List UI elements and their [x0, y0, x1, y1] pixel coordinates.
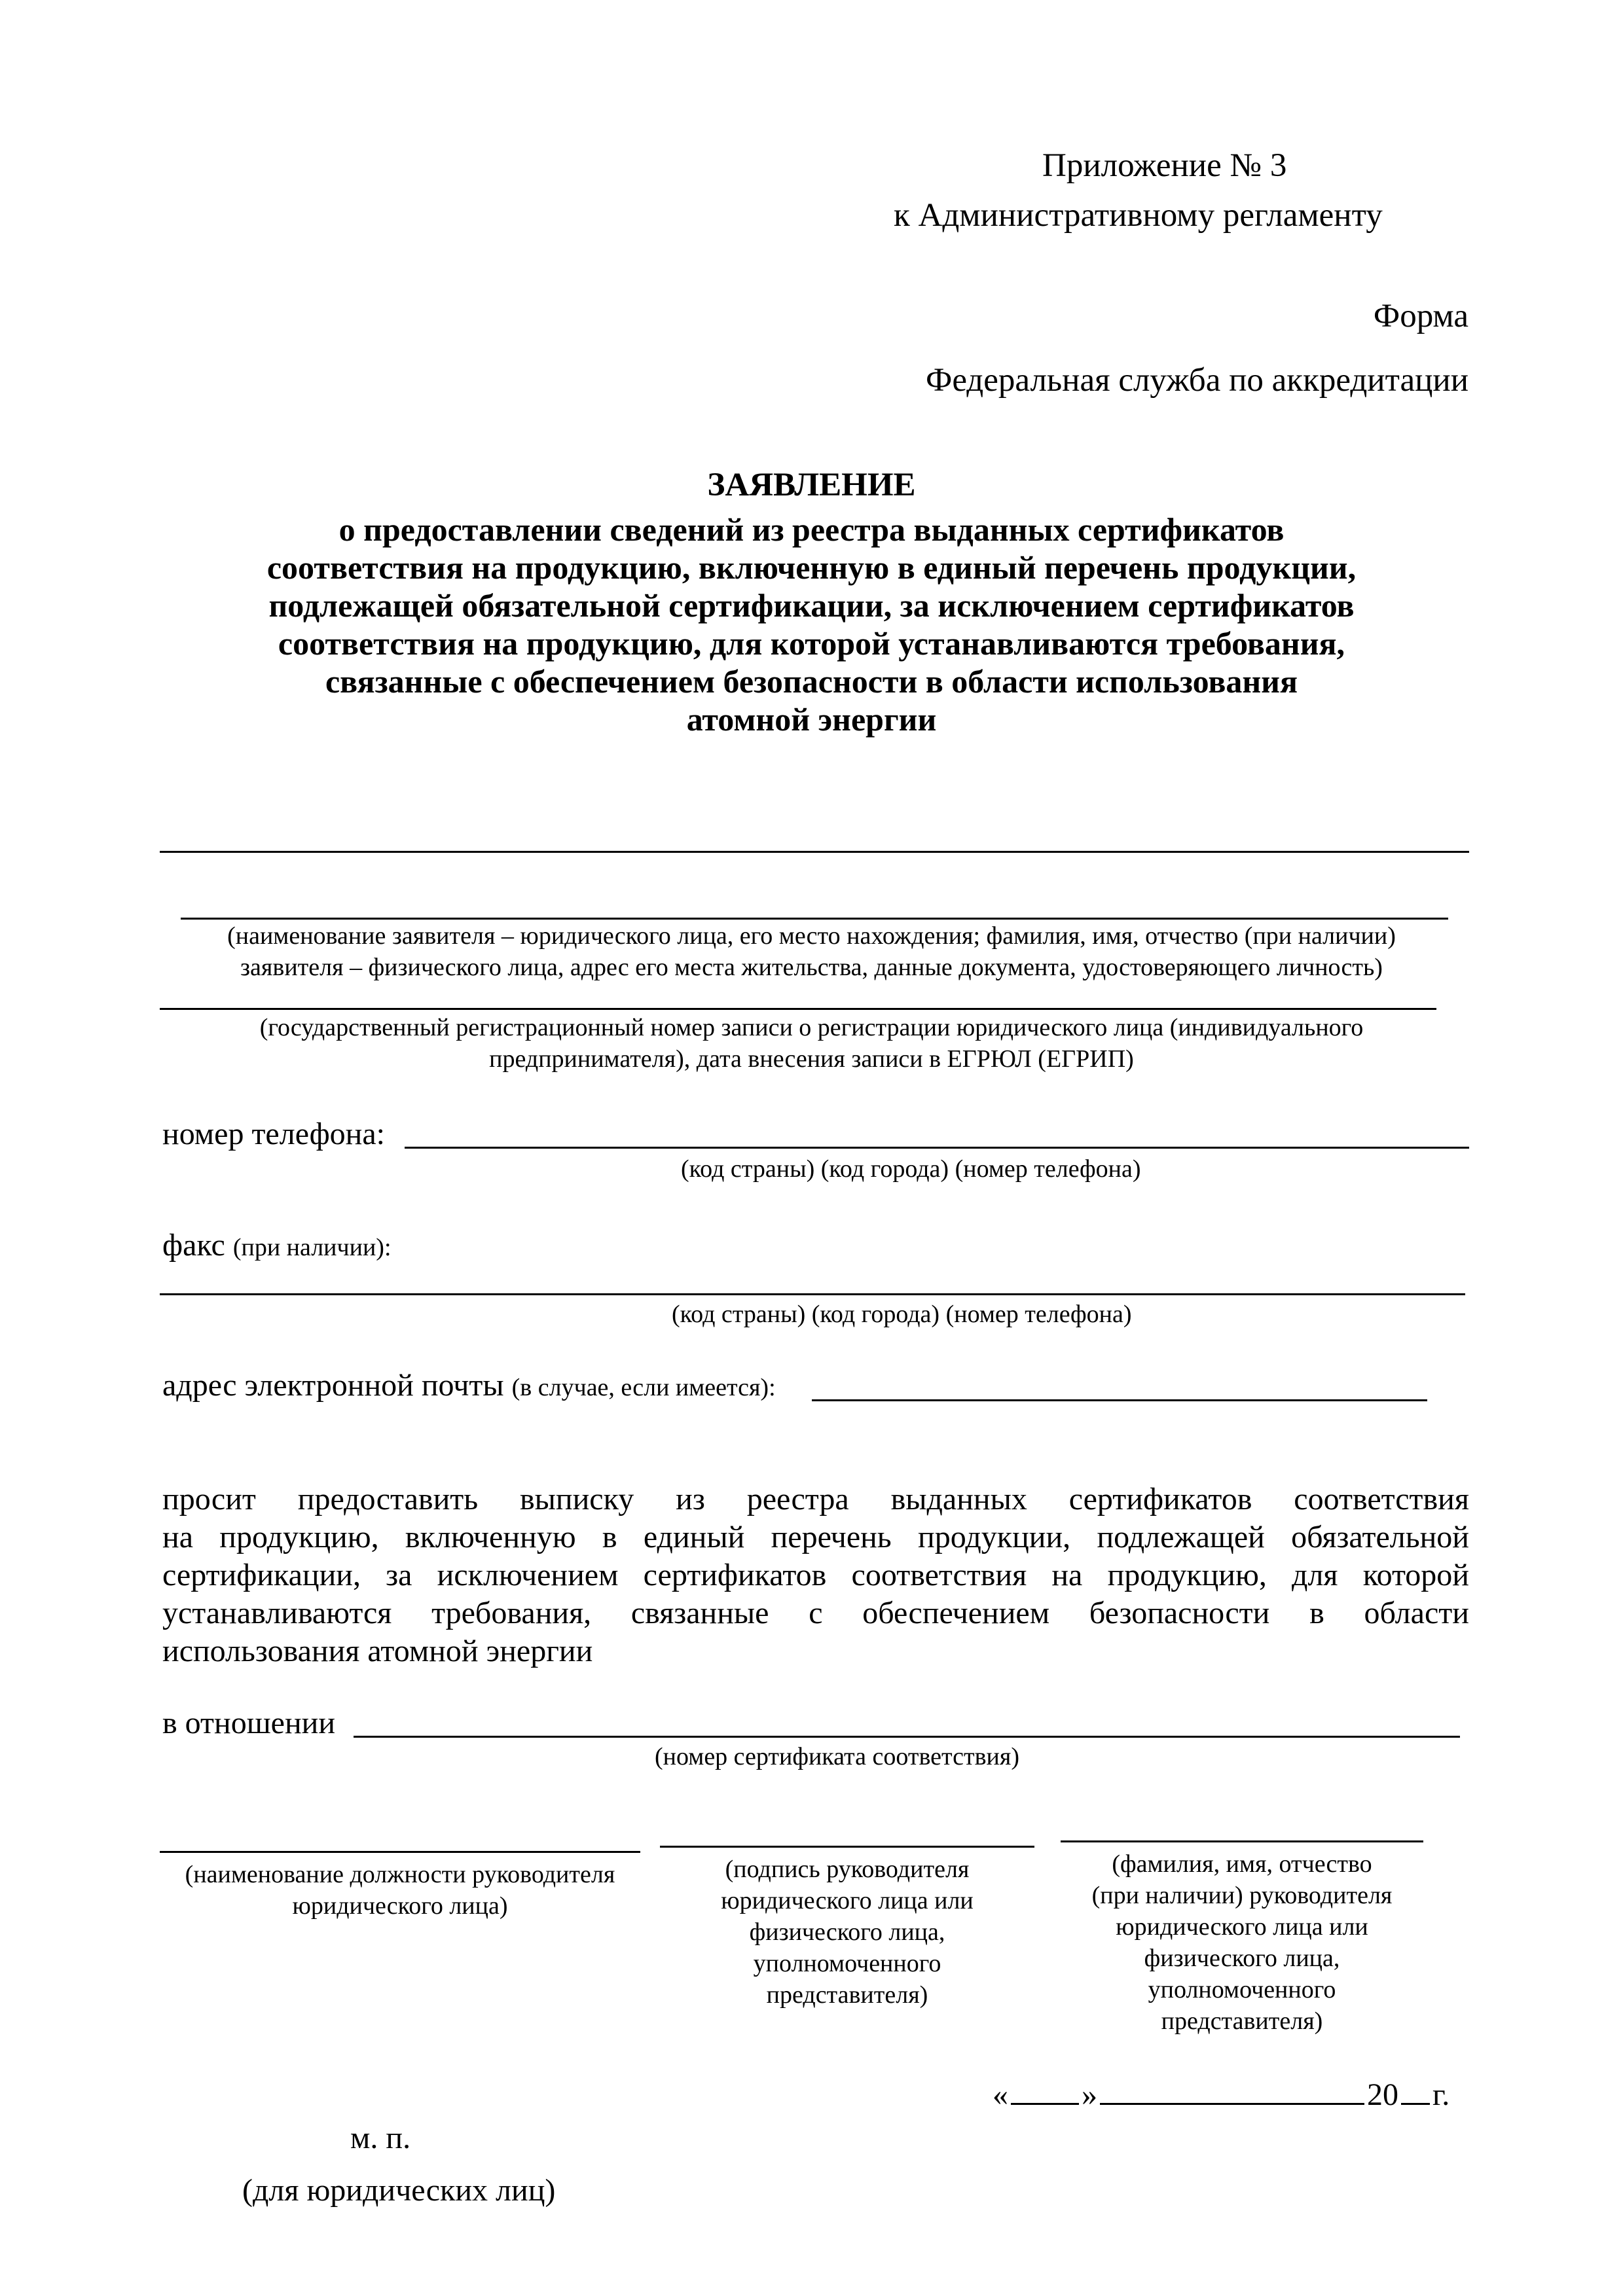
year-suffix: г. [1432, 2077, 1450, 2112]
position-hint-line: (наименование должности руководителя [185, 1861, 615, 1888]
signature-line[interactable] [660, 1846, 1034, 1848]
signature-hint-line: представителя) [766, 1981, 928, 2009]
document-title: ЗАЯВЛЕНИЕ [707, 467, 916, 503]
request-word: сертификатов [1068, 1482, 1252, 1516]
fax-hint: (код страны) (код города) (номер телефона) [672, 1300, 1132, 1328]
fullname-hint-line: уполномоченного [1148, 1976, 1336, 2003]
document-subtitle [131, 511, 1492, 738]
request-word: с [809, 1596, 823, 1630]
request-word: соответствия [1294, 1482, 1469, 1516]
certificate-number-line[interactable] [354, 1736, 1460, 1738]
request-word: требования, [431, 1596, 592, 1630]
fullname-hint-line: юридического лица или [1116, 1913, 1368, 1941]
certificate-number-hint: (номер сертификата соответствия) [655, 1743, 1019, 1770]
applicant-hint-line: заявителя – физического лица, адрес его места жительства, данные документа, удостоверяющего личность) [240, 954, 1383, 981]
fullname-hint-line: (фамилия, имя, отчество [1112, 1850, 1372, 1878]
applicant-hint [131, 920, 1492, 983]
fullname-hint-line: (при наличии) руководителя [1091, 1882, 1393, 1909]
request-line-4 [162, 1594, 1469, 1632]
appendix-number: Приложение № 3 [1042, 147, 1287, 184]
request-word: выписку [520, 1482, 634, 1516]
stamp-place-label: м. п. [350, 2121, 411, 2155]
request-word: просит [162, 1482, 256, 1516]
date-field [993, 2076, 1450, 2114]
signature-hint-line: физического лица, [749, 1918, 945, 1946]
registration-hint [131, 1012, 1492, 1075]
registration-hint-line: предпринимателя), дата внесения записи в ЕГРЮЛ (ЕГРИП) [489, 1045, 1134, 1073]
form-label: Форма [1373, 298, 1468, 334]
request-word: области [1364, 1596, 1469, 1630]
position-hint-line: юридического лица) [292, 1892, 508, 1920]
phone-label: номер телефона: [162, 1117, 386, 1151]
request-line-3: сертификации, за исключением сертификатов соответствия на продукцию, для которой [162, 1558, 1469, 1592]
email-label-note: (в случае, если имеется): [511, 1374, 776, 1401]
signature-hint-line: (подпись руководителя [725, 1856, 970, 1883]
request-paragraph [162, 1480, 1469, 1670]
email-label-text: адрес электронной почты [162, 1368, 504, 1403]
email-label [162, 1367, 776, 1407]
request-word: выданных [890, 1482, 1027, 1516]
agency-name: Федеральная служба по аккредитации [926, 362, 1468, 399]
position-hint [160, 1859, 640, 1922]
regarding-label: в отношении [162, 1706, 336, 1740]
fullname-hint-line: физического лица, [1144, 1945, 1340, 1972]
subtitle-line: связанные с обеспечением безопасности в области использования [325, 663, 1298, 700]
phone-hint: (код страны) (код города) (номер телефона) [681, 1155, 1141, 1183]
fax-input-line[interactable] [160, 1293, 1465, 1295]
fax-label-text: факс [162, 1228, 225, 1263]
phone-input-line[interactable] [405, 1147, 1469, 1149]
request-word: реестра [746, 1482, 849, 1516]
request-word: предоставить [297, 1482, 479, 1516]
fax-label [162, 1227, 392, 1266]
regulation-reference: к Административному регламенту [894, 197, 1383, 234]
applicant-line-2[interactable] [181, 918, 1448, 920]
year-input[interactable] [1401, 2077, 1430, 2105]
subtitle-line: подлежащей обязательной сертификации, за исключением сертификатов [268, 587, 1355, 624]
request-line-1 [162, 1480, 1469, 1518]
subtitle-line: соответствия на продукцию, включенную в единый перечень продукции, [266, 549, 1357, 586]
registration-line[interactable] [160, 1008, 1436, 1010]
subtitle-line: соответствия на продукцию, для которой устанавливаются требования, [278, 625, 1345, 662]
request-word: связанные [630, 1596, 769, 1630]
year-prefix: 20 [1367, 2077, 1398, 2112]
request-line-2: на продукцию, включенную в единый перечень продукции, подлежащей обязательной [162, 1520, 1469, 1554]
request-word: безопасности [1089, 1596, 1270, 1630]
subtitle-line: о предоставлении сведений из реестра выданных сертификатов [338, 511, 1285, 548]
fullname-line[interactable] [1061, 1840, 1423, 1842]
position-signature-line[interactable] [160, 1851, 640, 1853]
fullname-hint-line: представителя) [1161, 2007, 1323, 2035]
signature-hint-line: уполномоченного [753, 1950, 941, 1977]
day-input[interactable] [1011, 2077, 1079, 2105]
applicant-hint-line: (наименование заявителя – юридического лица, его место нахождения; фамилия, имя, отчество (при наличии) [227, 922, 1396, 950]
stamp-place-note: (для юридических лиц) [242, 2173, 556, 2208]
registration-hint-line: (государственный регистрационный номер записи о регистрации юридического лица (индивидуального [259, 1014, 1364, 1041]
fullname-hint [1041, 1848, 1443, 2037]
month-input[interactable] [1100, 2077, 1364, 2105]
request-line-5: использования атомной энергии [162, 1634, 593, 1668]
subtitle-line: атомной энергии [686, 701, 937, 738]
request-word: обеспечением [862, 1596, 1050, 1630]
signature-hint [660, 1854, 1034, 2011]
request-word: в [1309, 1596, 1324, 1630]
date-open-quote: « [993, 2077, 1008, 2112]
fax-label-note: (при наличии): [232, 1234, 392, 1261]
date-close-quote: » [1082, 2077, 1097, 2112]
signature-hint-line: юридического лица или [721, 1887, 974, 1914]
request-word: устанавливаются [162, 1596, 392, 1630]
email-input-line[interactable] [812, 1399, 1427, 1401]
applicant-line-1[interactable] [160, 851, 1469, 853]
request-word: из [676, 1482, 705, 1516]
